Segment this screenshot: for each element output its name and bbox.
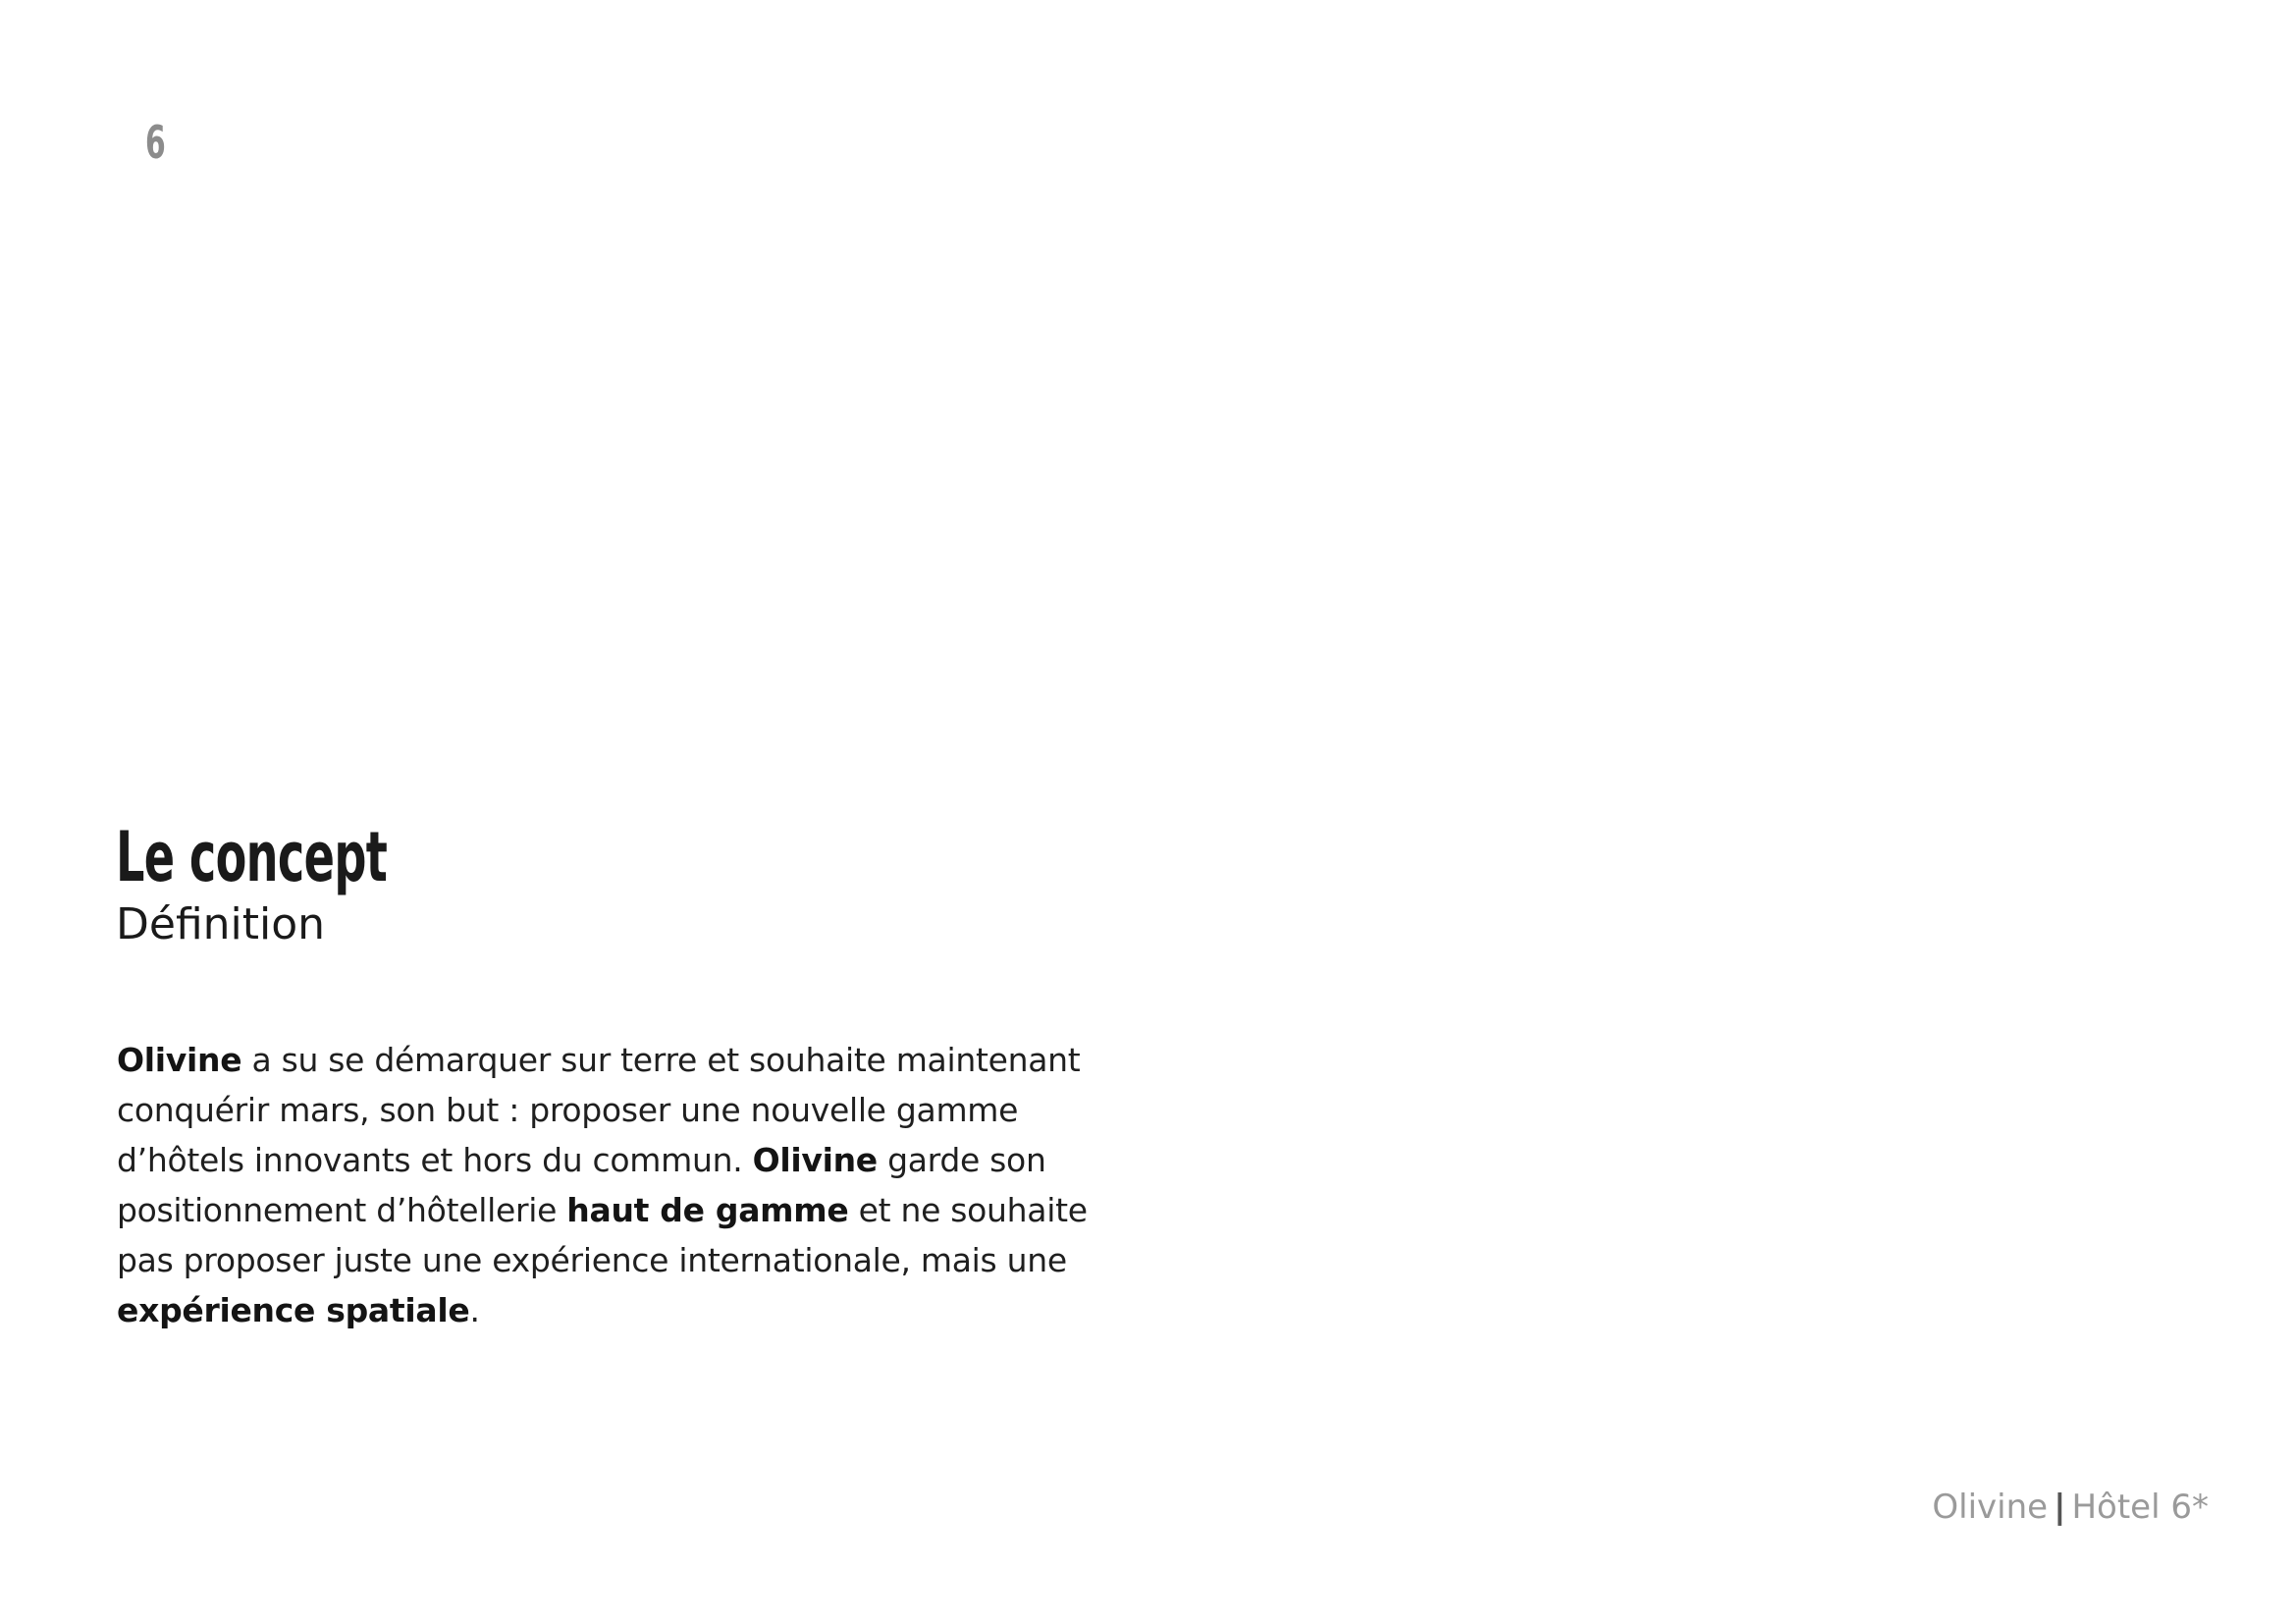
paragraph-text: pas proposer juste une expérience internationale, mais une	[117, 1241, 1067, 1279]
emphasis-text: Olivine	[117, 1041, 242, 1079]
page-title: Le concept	[116, 817, 388, 897]
page-subtitle: Définition	[116, 899, 326, 949]
footer	[1932, 1488, 2209, 1527]
paragraph-text: conquérir mars, son but : proposer une nouvelle gamme	[117, 1091, 1019, 1129]
paragraph-text: garde son	[877, 1141, 1046, 1179]
paragraph-line	[117, 1185, 1138, 1235]
body-paragraph	[117, 1035, 1138, 1335]
paragraph-text: .	[469, 1291, 480, 1329]
paragraph-text: d’hôtels innovants et hors du commun.	[117, 1141, 753, 1179]
paragraph-line	[117, 1285, 1138, 1335]
footer-separator: |	[2054, 1488, 2066, 1527]
page-number: 6	[145, 116, 166, 169]
paragraph-line	[117, 1235, 1138, 1285]
paragraph-line	[117, 1085, 1138, 1135]
footer-brand: Olivine	[1932, 1488, 2049, 1527]
emphasis-text: expérience spatiale	[117, 1291, 470, 1329]
heading-block	[116, 817, 526, 949]
paragraph-line	[117, 1035, 1138, 1085]
paragraph-text: et ne souhaite	[848, 1191, 1088, 1229]
footer-tagline: Hôtel 6*	[2071, 1488, 2209, 1527]
emphasis-text: Olivine	[752, 1141, 878, 1179]
emphasis-text: haut de gamme	[566, 1191, 849, 1229]
paragraph-line	[117, 1135, 1138, 1185]
paragraph-text: a su se démarquer sur terre et souhaite maintenant	[241, 1041, 1081, 1079]
paragraph-text: positionnement d’hôtellerie	[117, 1191, 567, 1229]
